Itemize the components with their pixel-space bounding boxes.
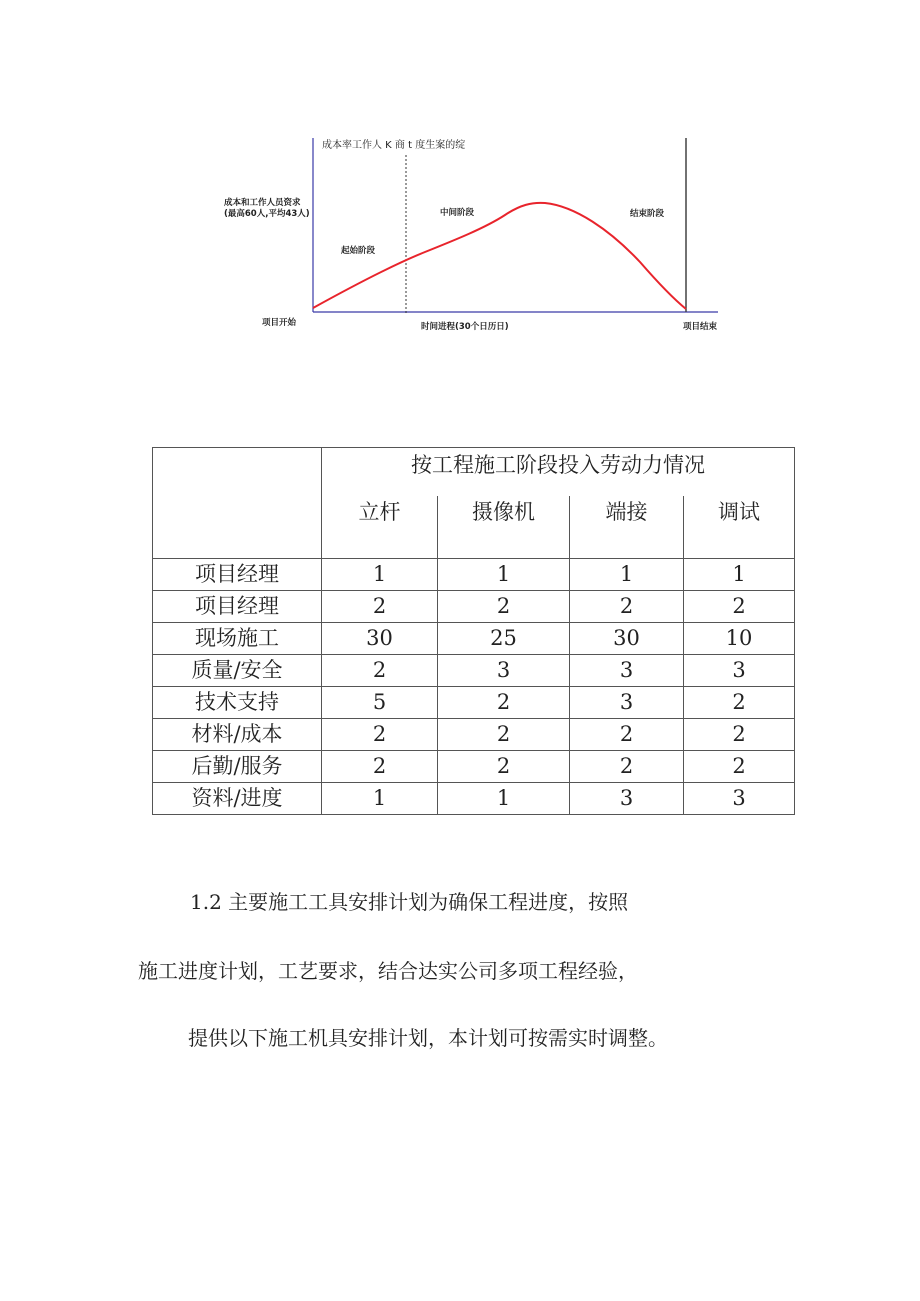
cell-value: 1: [322, 559, 438, 591]
table-corner-cell: [153, 448, 322, 559]
cell-value: 3: [570, 687, 684, 719]
y-axis-label-line1: 成本和工作人员资求: [224, 198, 301, 208]
cell-value: 2: [570, 751, 684, 783]
column-header: 端接: [570, 496, 684, 559]
cell-value: 30: [322, 623, 438, 655]
figure-top-caption: 成本率工作人 K 商 t 度生案的绽: [322, 140, 466, 151]
table-row: [153, 623, 795, 655]
x-axis-label: 时间进程(30个日历日): [421, 322, 509, 332]
x-start-label: 项目开始: [262, 318, 297, 328]
column-header: 立杆: [322, 496, 438, 559]
cell-value: 3: [684, 655, 795, 687]
cell-value: 2: [438, 687, 570, 719]
row-role: 现场施工: [153, 623, 322, 655]
cell-value: 2: [322, 719, 438, 751]
table-row: [153, 687, 795, 719]
cell-value: 2: [438, 719, 570, 751]
cell-value: 2: [438, 591, 570, 623]
row-role: 项目经理: [153, 591, 322, 623]
cell-value: 3: [438, 655, 570, 687]
cell-value: 2: [570, 591, 684, 623]
column-header: 调试: [684, 496, 795, 559]
paragraph-line-1: 1.2 主要施工工具安排计划为确保工程进度，按照: [190, 890, 629, 914]
labor-table: [152, 447, 795, 815]
row-role: 项目经理: [153, 559, 322, 591]
table-title: 按工程施工阶段投入劳动力情况: [322, 448, 795, 497]
x-end-label: 项目结束: [683, 322, 718, 332]
table-row: [153, 559, 795, 591]
column-header: 摄像机: [438, 496, 570, 559]
phase-start-label: 起始阶段: [341, 246, 376, 256]
cell-value: 5: [322, 687, 438, 719]
cell-value: 3: [684, 783, 795, 815]
cell-value: 25: [438, 623, 570, 655]
cell-value: 2: [438, 751, 570, 783]
cell-value: 2: [570, 719, 684, 751]
cell-value: 2: [684, 687, 795, 719]
cell-value: 2: [684, 751, 795, 783]
cell-value: 1: [570, 559, 684, 591]
cell-value: 2: [322, 655, 438, 687]
phase-middle-label: 中间阶段: [440, 208, 475, 218]
row-role: 材料/成本: [153, 719, 322, 751]
cell-value: 10: [684, 623, 795, 655]
table-row: [153, 591, 795, 623]
cell-value: 2: [684, 719, 795, 751]
table-row: [153, 783, 795, 815]
cell-value: 2: [322, 751, 438, 783]
cell-value: 2: [684, 591, 795, 623]
paragraph-line-2: 施工进度计划，工艺要求，结合达实公司多项工程经验，: [138, 959, 638, 983]
cell-value: 3: [570, 783, 684, 815]
cell-value: 1: [438, 783, 570, 815]
y-axis-label-line2: (最高60人,平均43人): [224, 209, 310, 219]
table-row: [153, 655, 795, 687]
cell-value: 1: [684, 559, 795, 591]
paragraph-line-3: 提供以下施工机具安排计划，本计划可按需实时调整。: [188, 1026, 668, 1050]
cell-value: 2: [322, 591, 438, 623]
cell-value: 1: [322, 783, 438, 815]
phase-end-label: 结束阶段: [630, 209, 665, 219]
row-role: 质量/安全: [153, 655, 322, 687]
cell-value: 1: [438, 559, 570, 591]
table-row: [153, 751, 795, 783]
table-row: [153, 719, 795, 751]
row-role: 技术支持: [153, 687, 322, 719]
row-role: 后勤/服务: [153, 751, 322, 783]
cell-value: 30: [570, 623, 684, 655]
row-role: 资料/进度: [153, 783, 322, 815]
labor-curve-figure: [0, 0, 920, 360]
cell-value: 3: [570, 655, 684, 687]
